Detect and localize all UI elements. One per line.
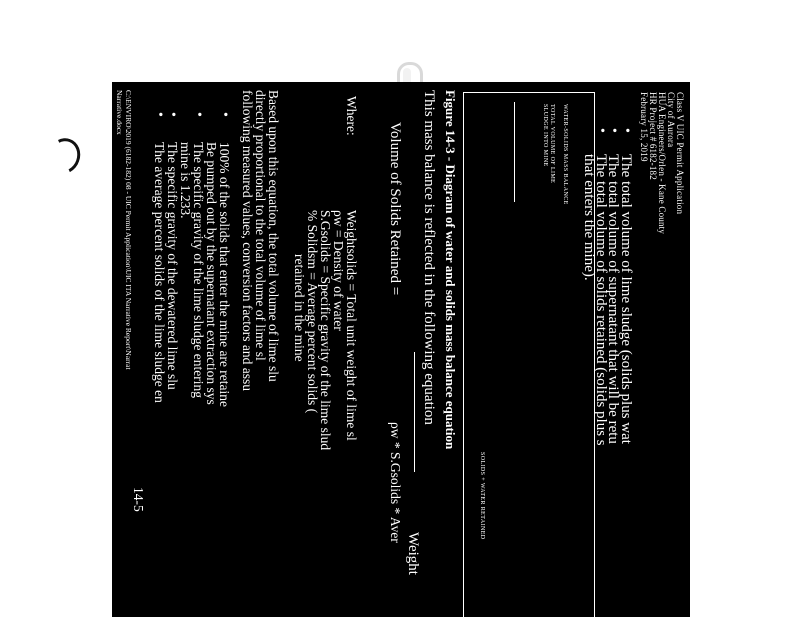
para-line-3: following measured values, conversion factors and assu bbox=[240, 90, 255, 392]
where-def-1: Weightsolids = Total unit weight of lime sl bbox=[344, 210, 359, 441]
where-def-3: S.Gsolids = Specific gravity of the lime slud bbox=[318, 210, 333, 451]
where-def-2: ρw = Density of water bbox=[331, 210, 346, 331]
fraction-line bbox=[414, 352, 415, 472]
bullet-top-3-cont: that enters the mine). bbox=[581, 154, 597, 281]
figure-caption: Figure 14-3 - Diagram of water and solids mass balance equation bbox=[443, 90, 458, 450]
bullet-bottom-2: The specific gravity of the lime sludge entering bbox=[191, 142, 206, 399]
diagram-right-label: SOLIDS + WATER RETAINED bbox=[479, 452, 485, 540]
bullet-bottom-4: The average percent solids of the lime sludge en bbox=[152, 142, 167, 403]
page-number: 14-5 bbox=[131, 487, 146, 512]
bullet-dot: • bbox=[606, 128, 621, 133]
bullet-bottom-3: The specific gravity of the dewatered lime slu bbox=[165, 142, 180, 390]
bullet-top-3: The total volume of solids retained (solids plus s bbox=[593, 154, 609, 446]
bullet-dot: • bbox=[619, 128, 634, 133]
scan-mark bbox=[43, 134, 85, 179]
equation-denominator: ρw * S.Gsolids * Aver bbox=[388, 422, 403, 543]
scanned-page bbox=[112, 82, 690, 617]
equation-numerator: Weight bbox=[405, 532, 421, 575]
diagram-rule bbox=[514, 102, 515, 202]
bullet-dot: • bbox=[152, 112, 167, 117]
bullet-dot: • bbox=[165, 112, 180, 117]
bullet-bottom-1: 100% of the solids that enter the mine are retaine bbox=[217, 142, 232, 408]
footer-path: C:\ENVIRO\2019 (6182-182) 08 - UIC Permit Application\UIC ITA Narrative Report\Narrat bbox=[124, 90, 133, 370]
bullet-bottom-1-cont: Be pumped out by the supernatant extraction sys bbox=[204, 142, 219, 405]
intro-text: This mass balance is reflected in the following equation bbox=[421, 90, 437, 425]
header-title: Class V UIC Permit Application bbox=[675, 92, 685, 215]
diagram-title: WATER-SOLIDS MASS BALANCE bbox=[562, 104, 568, 205]
para-line-1: Based upon this equation, the total volume of lime slu bbox=[266, 90, 281, 382]
header-project: HR Project # 6182-182 bbox=[648, 92, 658, 180]
bullet-dot: • bbox=[594, 128, 609, 133]
para-line-2: directly proportional to the total volume of lime sl bbox=[253, 90, 268, 361]
footer-file: Narrative.docx bbox=[115, 90, 124, 135]
where-def-5: retained in the mine bbox=[292, 254, 307, 362]
bullet-dot: • bbox=[217, 112, 232, 117]
bullet-top-2: The total volume of supernatant that will be retu bbox=[605, 154, 621, 444]
where-def-4: % Solidsm = Average percent solids ( bbox=[305, 210, 320, 414]
diagram-sub2: SLUDGE INTO MINE bbox=[542, 104, 548, 167]
header-engineer: HUA Engineers/Orlen - Kane County bbox=[657, 92, 667, 235]
bullet-dot: • bbox=[191, 112, 206, 117]
bullet-top-1: The total volume of lime sludge (solids plus wat bbox=[618, 154, 634, 444]
diagram-sub1: TOTAL VOLUME OF LIME bbox=[549, 104, 555, 184]
rotated-page-content bbox=[112, 82, 690, 617]
header-date: February 15, 2019 bbox=[639, 92, 649, 162]
header-city: City of Aurora bbox=[666, 92, 676, 148]
where-label: Where: bbox=[344, 96, 359, 136]
equation-lhs: Volume of Solids Retained = bbox=[387, 122, 403, 296]
bullet-bottom-2-cont: mine is 1.233. bbox=[178, 142, 193, 219]
